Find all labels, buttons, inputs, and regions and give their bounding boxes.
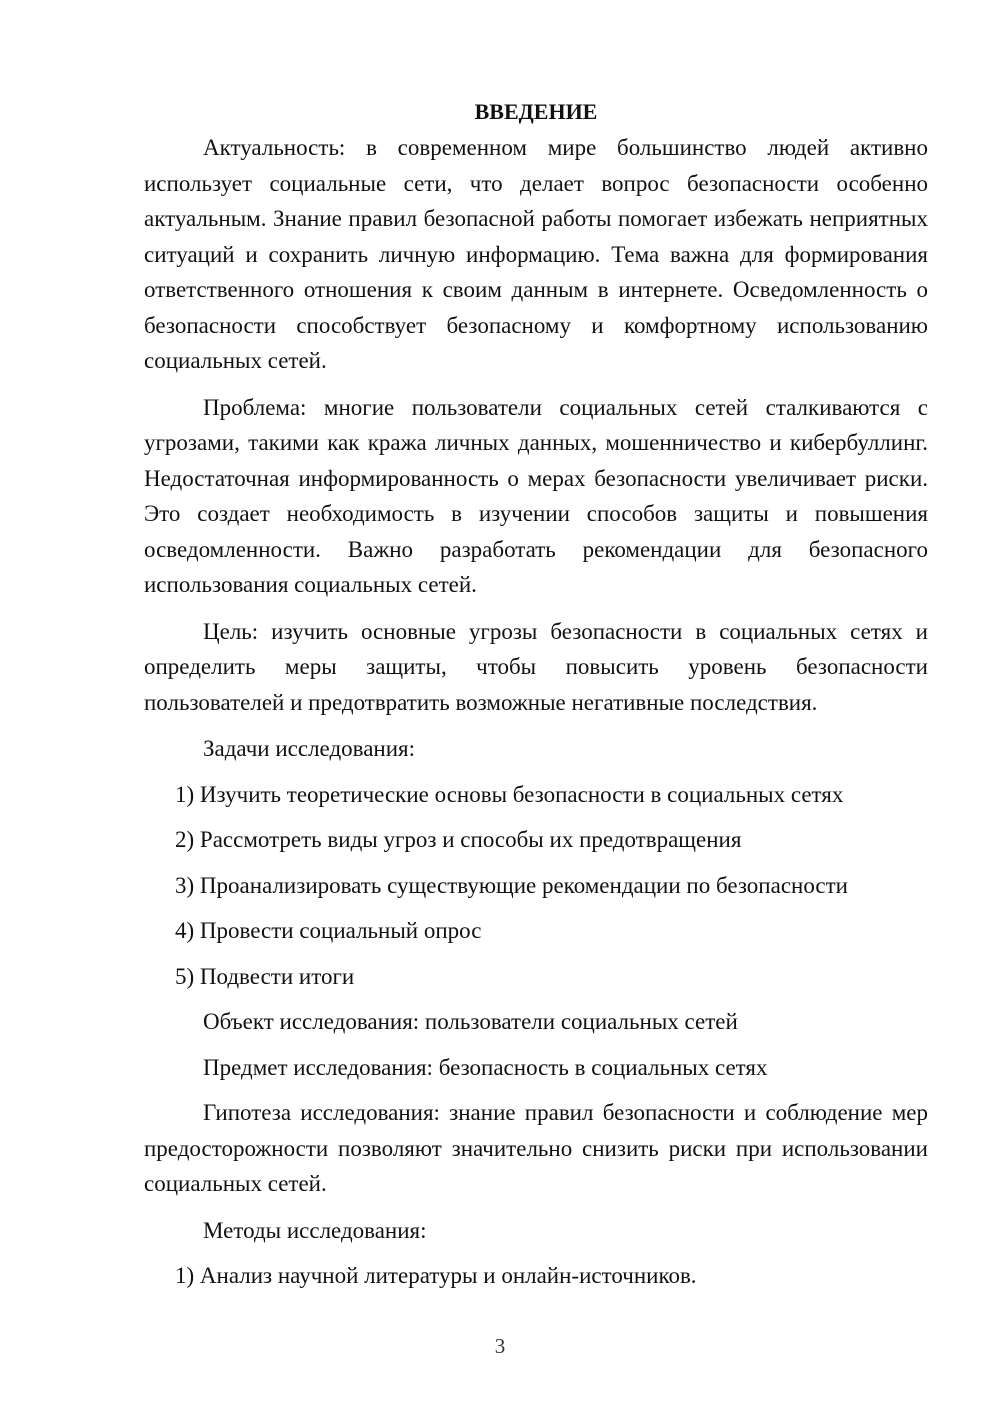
task-item: 5) Подвести итоги — [175, 963, 355, 989]
task-item: 4) Провести социальный опрос — [175, 918, 482, 943]
research-object: Объект исследования: пользователи социальных сетей — [203, 1009, 738, 1034]
goal-paragraph: Цель: изучить основные угрозы безопасности в социальных сетях и определить меры защиты, чтобы повысить уровень безопасности пользователей и предотвратить возможные негативные последствия. — [144, 618, 928, 715]
page-number: 3 — [494, 1334, 506, 1358]
tasks-list — [144, 777, 928, 994]
task-item: 2) Рассмотреть виды угроз и способы их предотвращения — [175, 827, 742, 852]
hypothesis-paragraph: Гипотеза исследования: знание правил безопасности и соблюдение мер предосторожности позволяют значительно снизить риски при использовании социальных сетей. — [144, 1100, 928, 1196]
page-content — [144, 96, 928, 1304]
method-item: 1) Анализ научной литературы и онлайн-источников. — [175, 1263, 697, 1288]
methods-list — [144, 1258, 928, 1293]
tasks-heading: Задачи исследования: — [203, 736, 416, 761]
section-title: ВВЕДЕНИЕ — [474, 99, 598, 124]
methods-heading: Методы исследования: — [203, 1217, 427, 1243]
research-subject: Предмет исследования: безопасность в социальных сетях — [203, 1054, 768, 1080]
task-item: 3) Проанализировать существующие рекомендации по безопасности — [175, 872, 848, 898]
relevance-paragraph: Актуальность: в современном мире большинство людей активно использует социальные сети, что делает вопрос безопасности особенно актуальным. Знание правил безопасной работы помогает избежать неприятных ситуаций и сохранить личную информацию. Тема важна для формирования ответственного отношения к своим данным в интернете. Осведомленность о безопасности способствует безопасному и комфортному использованию социальных сетей. — [144, 135, 928, 373]
task-item: 1) Изучить теоретические основы безопасности в социальных сетях — [175, 781, 844, 807]
problem-paragraph: Проблема: многие пользователи социальных сетей сталкиваются с угрозами, такими как кража личных данных, мошенничество и кибербуллинг. Недостаточная информированность о мерах безопасности увеличивает риски. Это создает необходимость в изучении способов защиты и повышения осведомленности. Важно разработать рекомендации для безопасного использования социальных сетей. — [144, 394, 928, 597]
